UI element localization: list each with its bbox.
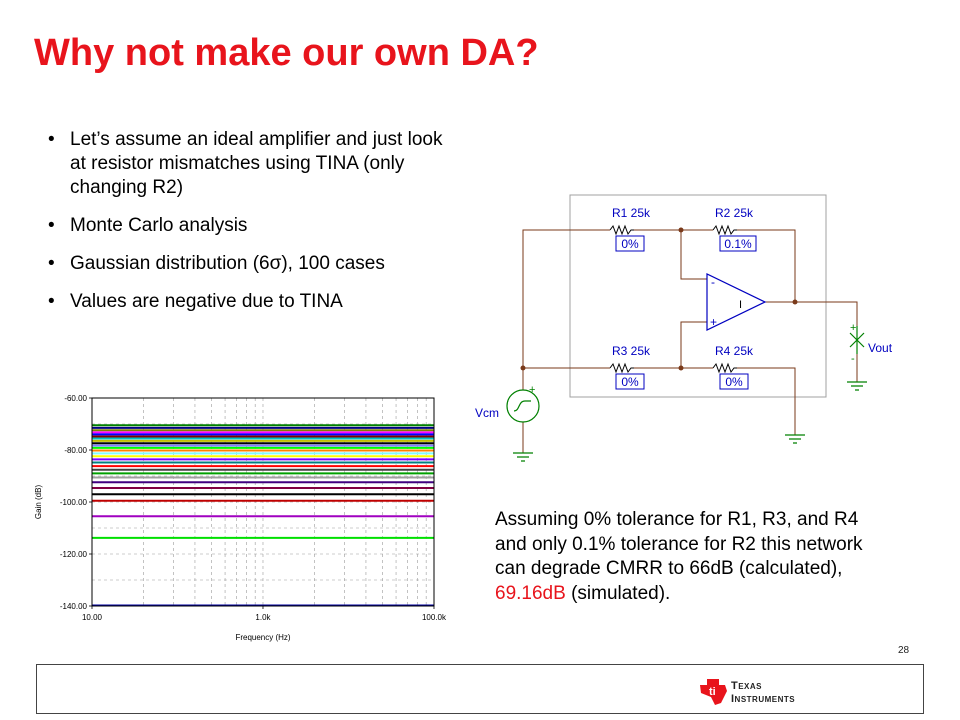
ti-logo bbox=[697, 675, 827, 707]
x-tick-label: 1.0k bbox=[255, 613, 271, 622]
source-plus: + bbox=[529, 384, 536, 396]
svg-text:ti: ti bbox=[709, 686, 716, 698]
x-ticks bbox=[82, 606, 447, 622]
r1-label: R1 25k bbox=[612, 206, 651, 220]
y-tick-label: -120.00 bbox=[59, 550, 87, 559]
page-number: 28 bbox=[898, 645, 910, 656]
x-tick-label: 100.0k bbox=[421, 613, 447, 622]
chart-grid bbox=[92, 398, 434, 606]
opamp-label: I bbox=[739, 299, 743, 311]
opamp-plus: + bbox=[710, 315, 718, 329]
ground-icon bbox=[847, 382, 867, 390]
description-paragraph bbox=[495, 508, 895, 606]
bullet-item: • Gaussian distribution (6σ), 100 cases bbox=[48, 252, 458, 276]
x-axis-label: Frequency (Hz) bbox=[235, 633, 291, 642]
logo-line2: Instruments bbox=[731, 693, 796, 705]
y-ticks bbox=[60, 394, 92, 611]
y-tick-label: -100.00 bbox=[59, 498, 87, 507]
r1-tolerance: 0% bbox=[621, 237, 639, 251]
opamp-minus: - bbox=[711, 275, 715, 289]
r4-resistor-icon bbox=[713, 364, 737, 372]
voltage-source-icon bbox=[507, 384, 539, 422]
description-text: Assuming 0% tolerance for R1, R3, and R4 and only 0.1% tolerance for R2 this network can degrade CMRR to 66dB (calculated), bbox=[495, 509, 863, 579]
r2-resistor-icon bbox=[713, 226, 737, 234]
vout-minus: - bbox=[851, 353, 855, 365]
slide-title: Why not make our own DA? bbox=[34, 32, 539, 74]
opamp-icon bbox=[707, 274, 765, 330]
monte-carlo-chart bbox=[22, 382, 467, 650]
y-tick-label: -60.00 bbox=[64, 394, 87, 403]
vcm-label: Vcm bbox=[475, 406, 499, 420]
bullet-item: • Values are negative due to TINA bbox=[48, 290, 458, 314]
ground-icon bbox=[513, 453, 533, 461]
r3-tolerance: 0% bbox=[621, 375, 639, 389]
ti-logo-icon bbox=[700, 679, 727, 705]
ground-icons bbox=[513, 382, 867, 461]
ground-icon bbox=[785, 435, 805, 443]
vout-label: Vout bbox=[868, 341, 893, 355]
description-suffix: (simulated). bbox=[565, 582, 671, 604]
bullet-list bbox=[48, 128, 458, 328]
r2-tolerance: 0.1% bbox=[724, 237, 752, 251]
circuit-wires bbox=[523, 195, 857, 453]
r2-label: R2 25k bbox=[715, 206, 754, 220]
y-axis-label: Gain (dB) bbox=[34, 484, 43, 520]
circuit-frame bbox=[570, 195, 826, 397]
y-tick-label: -80.00 bbox=[64, 446, 87, 455]
x-tick-label: 10.00 bbox=[81, 613, 103, 622]
bullet-item: • Monte Carlo analysis bbox=[48, 214, 458, 238]
y-tick-label: -140.00 bbox=[59, 602, 87, 611]
vout-plus: + bbox=[850, 322, 857, 334]
r3-resistor-icon bbox=[610, 364, 634, 372]
r4-tolerance: 0% bbox=[725, 375, 743, 389]
r3-label: R3 25k bbox=[612, 344, 651, 358]
simulated-value: 69.16dB bbox=[495, 582, 566, 604]
r1-resistor-icon bbox=[610, 226, 634, 234]
r4-label: R4 25k bbox=[715, 344, 754, 358]
circuit-schematic bbox=[470, 185, 900, 475]
logo-line1: Texas bbox=[731, 680, 763, 692]
bullet-item: • Let’s assume an ideal amplifier and just look at resistor mismatches using TINA (only changing R2) bbox=[48, 128, 458, 200]
